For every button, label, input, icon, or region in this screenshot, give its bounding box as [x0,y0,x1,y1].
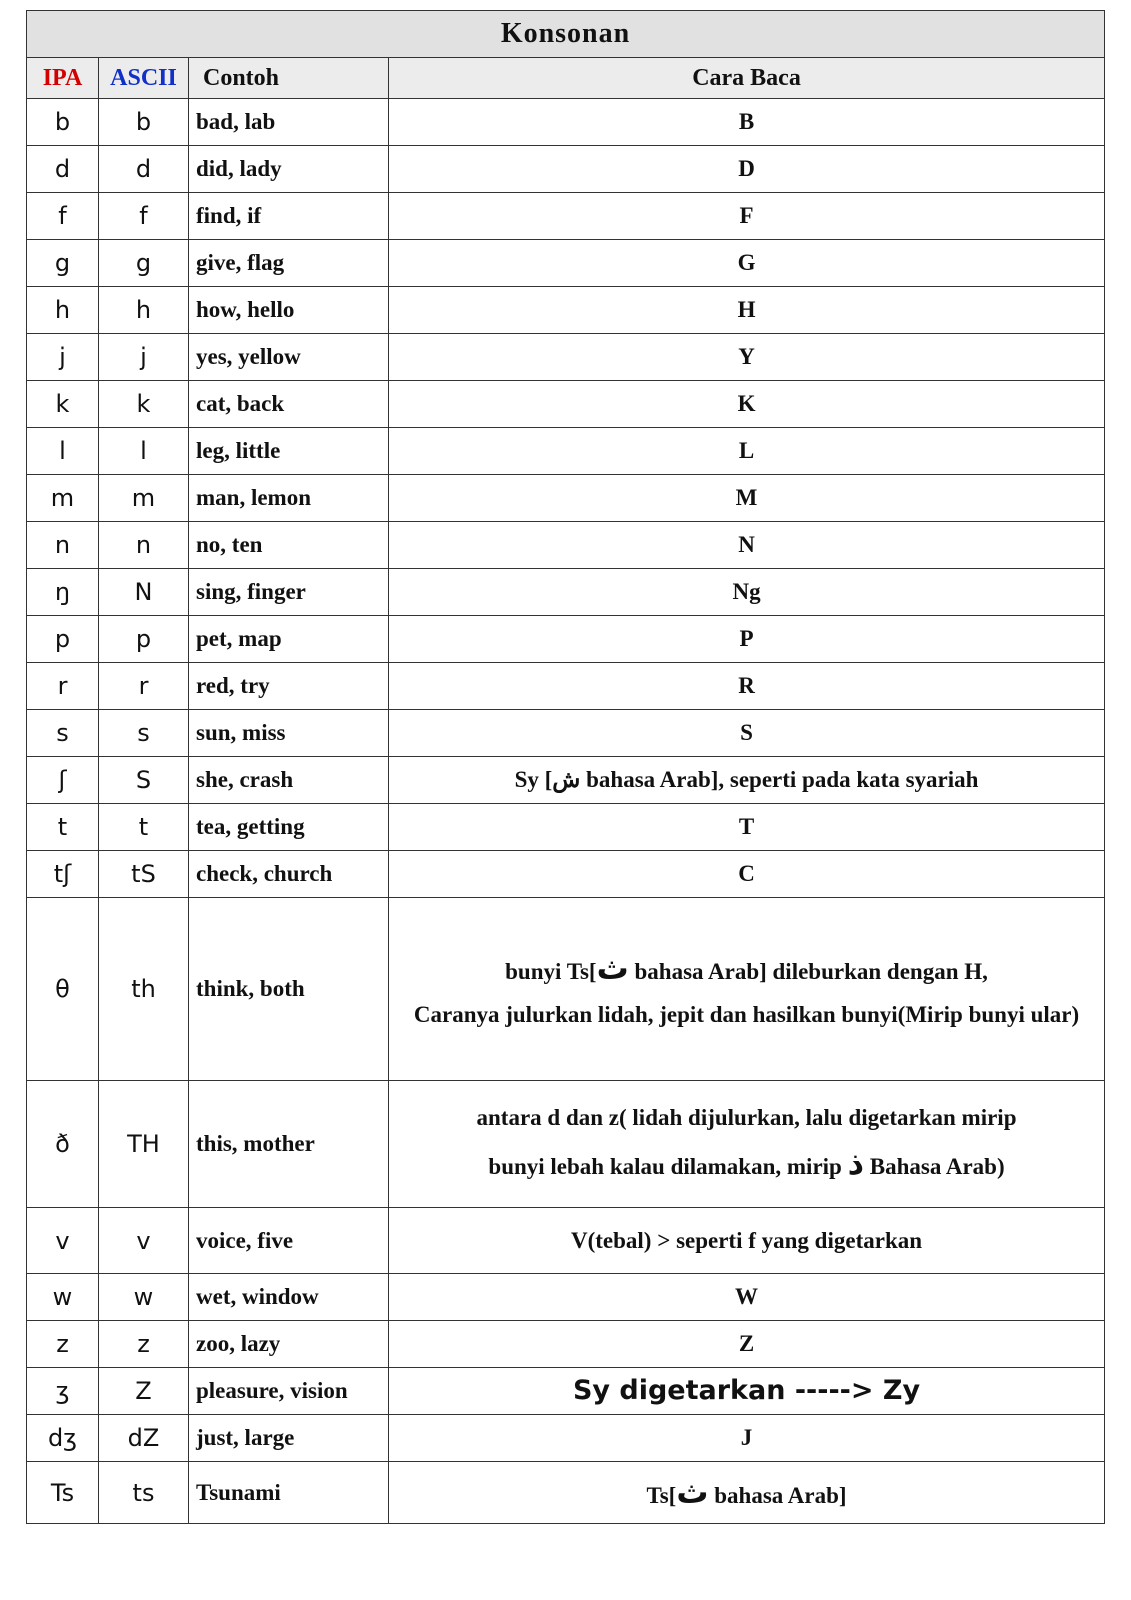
example-cell: pleasure, vision [189,1368,389,1415]
cara-baca-cell: S [389,710,1105,757]
arabic-letter-tsa: ث [596,949,629,988]
ipa-cell: v [27,1208,99,1274]
header-contoh: Contoh [189,58,389,99]
ascii-cell: S [99,757,189,804]
example-cell: sun, miss [189,710,389,757]
ipa-cell: ʃ [27,757,99,804]
arabic-letter-dzal: ذ [847,1144,865,1183]
table-row [27,757,1105,804]
ascii-cell: t [99,804,189,851]
cara-baca-cell: K [389,381,1105,428]
ascii-cell: N [99,569,189,616]
table-row [27,99,1105,146]
example-cell: red, try [189,663,389,710]
ascii-cell: l [99,428,189,475]
cara-baca-text: bahasa Arab] dileburkan dengan H, [628,959,988,985]
ipa-cell: z [27,1321,99,1368]
example-cell: zoo, lazy [189,1321,389,1368]
example-cell: just, large [189,1415,389,1462]
ascii-cell: d [99,146,189,193]
table-row [27,475,1105,522]
ipa-cell: g [27,240,99,287]
header-ipa: IPA [27,58,99,99]
cara-baca-cell: L [389,428,1105,475]
ipa-cell: Ts [27,1462,99,1524]
cara-baca-cell: R [389,663,1105,710]
cara-baca-cell [389,1462,1105,1524]
ascii-cell: h [99,287,189,334]
cara-baca-cell: D [389,146,1105,193]
ascii-cell: z [99,1321,189,1368]
ascii-cell: n [99,522,189,569]
example-cell: think, both [189,898,389,1081]
cara-baca-cell: Ng [389,569,1105,616]
example-cell: this, mother [189,1081,389,1208]
cara-baca-cell [389,1081,1105,1208]
table-title: Konsonan [27,11,1105,58]
cara-baca-cell: Y [389,334,1105,381]
ascii-cell: m [99,475,189,522]
ascii-cell: tS [99,851,189,898]
ascii-cell: r [99,663,189,710]
ascii-cell: th [99,898,189,1081]
ascii-cell: Z [99,1368,189,1415]
example-cell: leg, little [189,428,389,475]
ascii-cell: b [99,99,189,146]
konsonan-table [26,10,1105,1524]
cara-baca-text: bunyi lebah kalau dilamakan, mirip [488,1154,848,1180]
example-cell: tea, getting [189,804,389,851]
ipa-cell: θ [27,898,99,1081]
title-row [27,11,1105,58]
ascii-cell: w [99,1274,189,1321]
cara-baca-line [389,948,1104,990]
ascii-cell: dZ [99,1415,189,1462]
cara-baca-cell: C [389,851,1105,898]
ascii-cell: TH [99,1081,189,1208]
cara-baca-line [389,1143,1104,1185]
cara-baca-cell [389,898,1105,1081]
table-row [27,616,1105,663]
example-cell: yes, yellow [189,334,389,381]
example-cell: how, hello [189,287,389,334]
ipa-cell: d [27,146,99,193]
example-cell: bad, lab [189,99,389,146]
cara-baca-line: Caranya julurkan lidah, jepit dan hasilkan bunyi(Mirip bunyi ular) [413,1001,1080,1027]
cara-baca-cell: P [389,616,1105,663]
example-cell: sing, finger [189,569,389,616]
ipa-cell: p [27,616,99,663]
cara-baca-cell: Z [389,1321,1105,1368]
cara-baca-cell: Sy digetarkan -----> Zy [389,1368,1105,1415]
table-row [27,334,1105,381]
ipa-cell: j [27,334,99,381]
cara-baca-text: Bahasa Arab) [864,1154,1005,1180]
example-cell: Tsunami [189,1462,389,1524]
example-cell: voice, five [189,1208,389,1274]
table-row [27,710,1105,757]
table-row [27,569,1105,616]
example-cell: did, lady [189,146,389,193]
ascii-cell: ts [99,1462,189,1524]
ipa-cell: w [27,1274,99,1321]
table-row [27,1274,1105,1321]
cara-baca-cell: T [389,804,1105,851]
table-row [27,851,1105,898]
table-row [27,1415,1105,1462]
table-row [27,381,1105,428]
ipa-cell: l [27,428,99,475]
cara-baca-cell: F [389,193,1105,240]
example-cell: give, flag [189,240,389,287]
example-cell: find, if [189,193,389,240]
example-cell: wet, window [189,1274,389,1321]
cara-baca-text: Ts[ [646,1482,677,1508]
cara-baca-line: antara d dan z( lidah dijulurkan, lalu digetarkan mirip [476,1105,1017,1131]
cara-baca-cell: N [389,522,1105,569]
table-row [27,428,1105,475]
ipa-cell: r [27,663,99,710]
cara-baca-cell: H [389,287,1105,334]
ipa-cell: tʃ [27,851,99,898]
ipa-cell: m [27,475,99,522]
example-cell: she, crash [189,757,389,804]
ascii-cell: s [99,710,189,757]
table-row [27,1462,1105,1524]
cara-baca-cell: Sy [ش bahasa Arab], seperti pada kata syariah [389,757,1105,804]
table-row [27,1321,1105,1368]
ipa-cell: s [27,710,99,757]
ascii-cell: g [99,240,189,287]
table-row [27,1208,1105,1274]
ascii-cell: p [99,616,189,663]
example-cell: no, ten [189,522,389,569]
cara-baca-text: bahasa Arab] [708,1482,847,1508]
header-cara-baca: Cara Baca [389,58,1105,99]
header-ascii: ASCII [99,58,189,99]
table-row [27,663,1105,710]
ascii-cell: v [99,1208,189,1274]
cara-baca-cell: M [389,475,1105,522]
cara-baca-cell: V(tebal) > seperti f yang digetarkan [389,1208,1105,1274]
table-row [27,240,1105,287]
table-row [27,804,1105,851]
ascii-cell: f [99,193,189,240]
header-row [27,58,1105,99]
ipa-cell: k [27,381,99,428]
cara-baca-cell: J [389,1415,1105,1462]
example-cell: cat, back [189,381,389,428]
ascii-cell: j [99,334,189,381]
ipa-cell: f [27,193,99,240]
table-row [27,1081,1105,1208]
ipa-cell: ŋ [27,569,99,616]
arabic-letter-tsa: ث [676,1472,709,1511]
cara-baca-cell: W [389,1274,1105,1321]
ipa-cell: t [27,804,99,851]
table-row [27,522,1105,569]
table-row [27,193,1105,240]
ipa-cell: n [27,522,99,569]
table-row [27,898,1105,1081]
table-row [27,287,1105,334]
ipa-cell: ʒ [27,1368,99,1415]
example-cell: pet, map [189,616,389,663]
ipa-cell: h [27,287,99,334]
cara-baca-cell: B [389,99,1105,146]
ascii-cell: k [99,381,189,428]
cara-baca-text: bunyi Ts[ [505,959,597,985]
example-cell: man, lemon [189,475,389,522]
table-row [27,146,1105,193]
table-row [27,1368,1105,1415]
ipa-cell: dʒ [27,1415,99,1462]
cara-baca-cell: G [389,240,1105,287]
ipa-cell: b [27,99,99,146]
ipa-cell: ð [27,1081,99,1208]
example-cell: check, church [189,851,389,898]
